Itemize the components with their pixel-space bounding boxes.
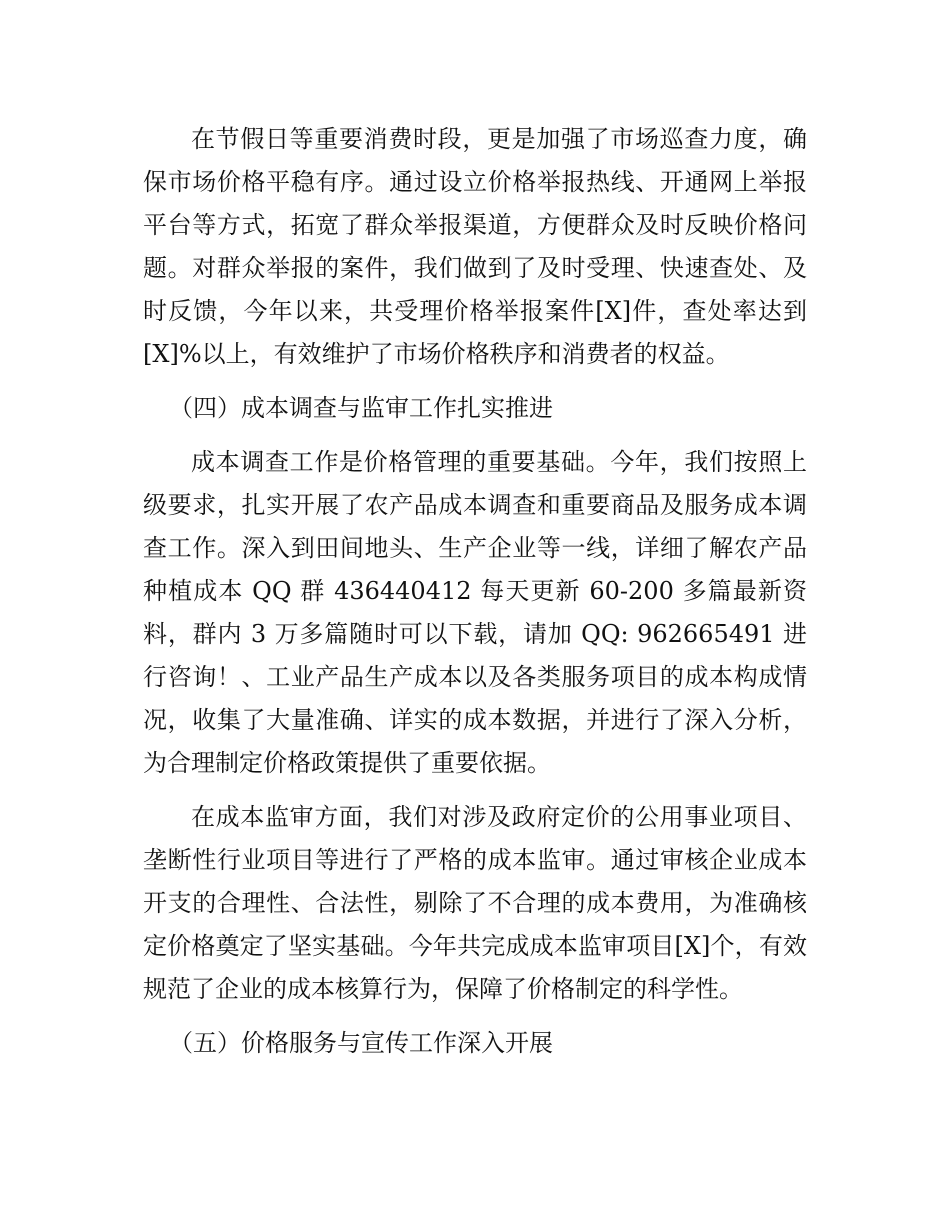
paragraph-market-inspection: 在节假日等重要消费时段，更是加强了市场巡查力度，确保市场价格平稳有序。通过设立价格举报热线、开通网上举报平台等方式，拓宽了群众举报渠道，方便群众及时反映价格问题。对群众举报的案件，我们做到了及时受理、快速查处、及时反馈，今年以来，共受理价格举报案件[X]件，查处率达到[X]%以上，有效维护了市场价格秩序和消费者的权益。: [143, 125, 807, 368]
document-body: [143, 118, 807, 1065]
section-heading-cost-survey: （四）成本调查与监审工作扎实推进: [169, 394, 553, 422]
paragraph-cost-survey: 成本调查工作是价格管理的重要基础。今年，我们按照上级要求，扎实开展了农产品成本调查和重要商品及服务成本调查工作。深入到田间地头、生产企业等一线，详细了解农产品种植成本 QQ 群 436440412 每天更新 60-200 多篇最新资料，群内 3 万多篇随时可以下载，请加 QQ: 962665491 进行咨询！、工业产品生产成本以及各类服务项目的成本构成情况，收集了大量准确、详实的成本数据，并进行了深入分析，为合理制定价格政策提供了重要依据。: [143, 448, 807, 777]
paragraph-cost-audit: 在成本监审方面，我们对涉及政府定价的公用事业项目、垄断性行业项目等进行了严格的成本监审。通过审核企业成本开支的合理性、合法性，剔除了不合理的成本费用，为准确核定价格奠定了坚实基础。今年共完成成本监审项目[X]个，有效规范了企业的成本核算行为，保障了价格制定的科学性。: [143, 803, 807, 1003]
section-heading-price-service: （五）价格服务与宣传工作深入开展: [169, 1029, 553, 1057]
